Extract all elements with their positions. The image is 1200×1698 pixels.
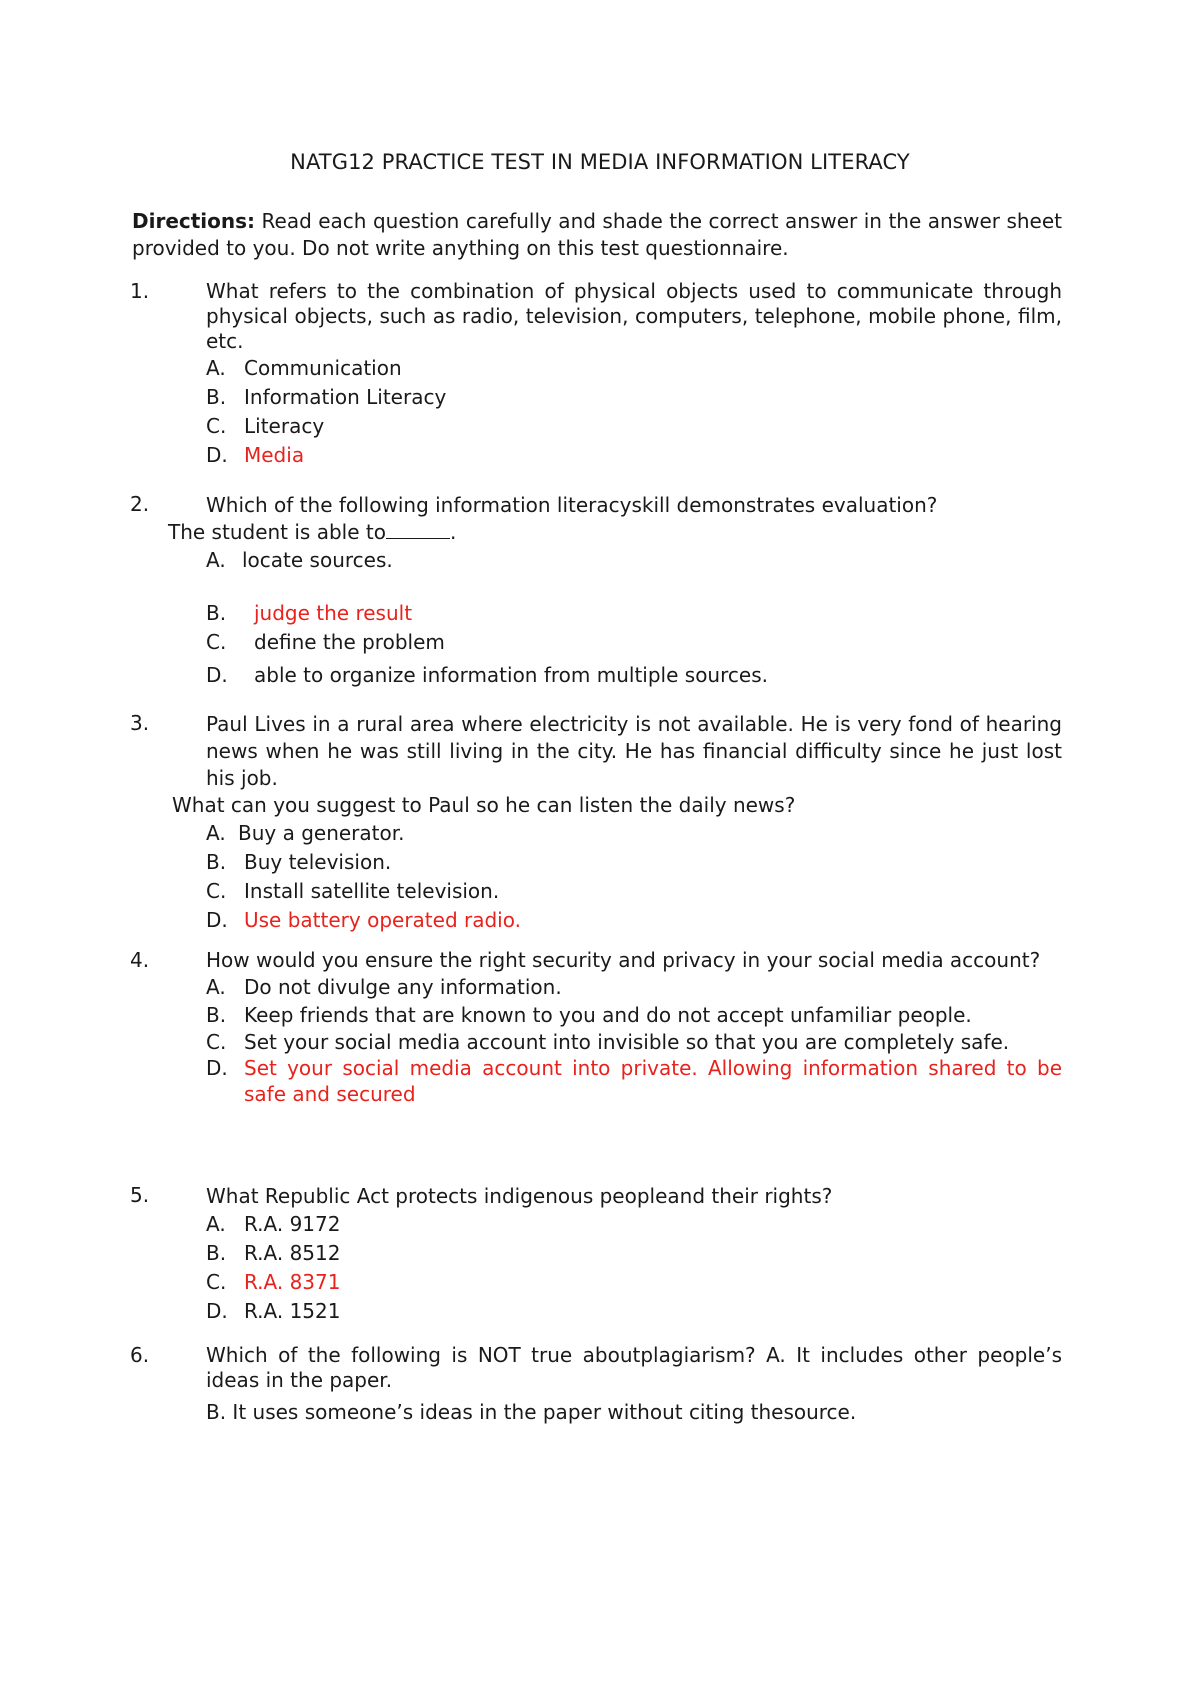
question-number: 6. [130,1343,150,1367]
page-title: NATG12 PRACTICE TEST IN MEDIA INFORMATION LITERACY [290,150,910,174]
option-b-correct-answer: B. judge the result [206,601,413,625]
option-b: B. Keep friends that are known to you and do not accept unfamiliar people. [206,1003,972,1027]
option-b: B. R.A. 8512 [206,1241,341,1265]
option-c: C. Install satellite television. [206,879,500,903]
question-text: What refers to the combination of physical objects used to communicate through physical objects, such as radio, television, computers, telephone, mobile phone, film, etc. [206,279,1062,353]
option-b-line: B. It uses someone’s ideas in the paper without citing thesource. [206,1400,857,1424]
question-1 [130,279,1062,470]
directions-label: Directions: [132,209,256,233]
question-number: 2. [130,492,150,516]
question-text: Paul Lives in a rural area where electricity is not available. He is very fond of hearing news when he was still living in the city. He has financial difficulty since he just lost his job. [206,712,1062,790]
question-4 [130,948,1062,1107]
option-a: A. Buy a generator. [206,821,405,845]
option-c: C. Set your social media account into invisible so that you are completely safe. [206,1030,1010,1054]
option-c: C. Literacy [206,414,325,438]
option-d: D. able to organize information from multiple sources. [206,663,768,687]
option-a: A. Communication [206,356,402,380]
question-number: 4. [130,948,150,972]
question-text: What Republic Act protects indigenous peopleand their rights? [206,1184,833,1208]
question-6 [130,1343,1062,1426]
option-d-correct-answer: D. Set your social media account into private. Allowing information shared to be safe and secured [206,1056,1062,1106]
question-number: 3. [130,711,150,735]
question-number: 1. [130,279,150,303]
option-d: D. R.A. 1521 [206,1299,341,1323]
question-text: Which of the following information literacyskill demonstrates evaluation? [206,493,938,517]
option-c: C. define the problem [206,630,445,654]
question-subtext: The student is able to . [168,520,457,544]
question-5 [130,1183,1062,1326]
question-text: How would you ensure the right security and privacy in your social media account? [206,948,1041,972]
option-b: B. Information Literacy [206,385,447,409]
question-number: 5. [130,1183,150,1207]
option-a: A. Do not divulge any information. [206,975,562,999]
directions [132,208,1062,262]
option-c-correct-answer: C. R.A. 8371 [206,1270,341,1294]
directions-text: Read each question carefully and shade the correct answer in the answer sheet provided to you. Do not write anything on this test questionnaire. [132,209,1062,260]
question-text: Which of the following is NOT true aboutplagiarism? A. It includes other people’s ideas in the paper. [206,1343,1062,1392]
option-b: B. Buy television. [206,850,392,874]
question-3 [130,711,1062,935]
option-a: A. locate sources. [206,548,393,572]
option-d-correct-answer: D. Use battery operated radio. [206,908,521,932]
option-d-correct-answer: D. Media [206,443,305,467]
answer-blank [386,520,450,539]
option-a: A. R.A. 9172 [206,1212,341,1236]
question-subtext: What can you suggest to Paul so he can listen the daily news? [172,793,796,817]
question-2 [130,492,1062,690]
